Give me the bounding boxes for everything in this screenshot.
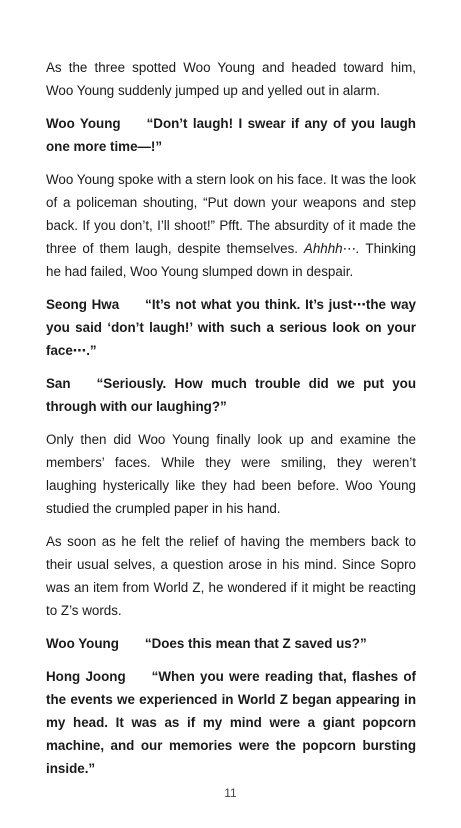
dialogue-woo-young-2 [46,632,416,655]
speaker-name: Seong Hwa [46,297,120,312]
dialogue-text: “Does this mean that Z saved us?” [144,636,367,651]
dialogue-text: “Don’t laugh! I swear if any of you laugh one more time—!” [46,116,416,154]
speaker-name: Woo Young [46,116,121,131]
narration-text-continued: Thinking he had failed, Woo Young slumped down in despair. [46,241,417,279]
speaker-name: San [46,376,71,391]
speaker-name: Hong Joong [46,669,126,684]
dialogue-text: “When you were reading that, flashes of the events we experienced in World Z began appearing in my head. It was as if my mind were a giant popcorn machine, and our memories were the popcorn bursting inside.” [46,669,416,776]
narration-paragraph-4: As soon as he felt the relief of having the members back to their usual selves, a question arose in his mind. Since Sopro was an item from World Z, he wondered if it might be reacting to Z’s words. [46,534,416,618]
dialogue-seong-hwa [46,293,416,362]
narration-paragraph-1: As the three spotted Woo Young and headed toward him, Woo Young suddenly jumped up and yelled out in alarm. [46,60,416,98]
narration-paragraph-2 [46,168,416,283]
page-body [46,56,416,790]
narration-paragraph-3: Only then did Woo Young finally look up and examine the members’ faces. While they were smiling, they weren’t laughing hysterically like they had been before. Woo Young studied the crumpled paper in his hand. [46,432,416,516]
dialogue-san [46,372,416,418]
dialogue-text: “It’s not what you think. It’s just⋯the way you said ‘don’t laugh!’ with such a serious look on your face⋯.” [46,297,416,358]
dialogue-text: “Seriously. How much trouble did we put you through with our laughing?” [46,376,416,414]
narration-text: Woo Young spoke with a stern look on his face. It was the look of a policeman shouting, “Put down your weapons and step back. If you don’t, I’ll shoot!” Pfft. The absurdity of it made the three of them laugh, despite themselves. [46,172,416,256]
italic-sigh: Ahhhh⋯. [303,241,360,256]
dialogue-hong-joong [46,665,416,780]
speaker-name: Woo Young [46,636,119,651]
page-number: 11 [224,786,237,800]
dialogue-woo-young-1 [46,112,416,158]
